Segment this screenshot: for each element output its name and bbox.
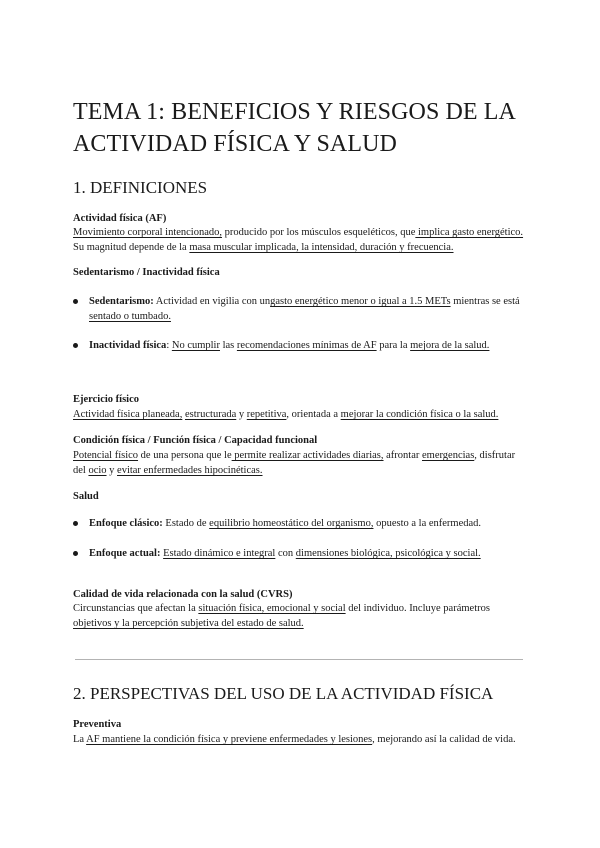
af-text-5: masa muscular implicada, la intensidad, duración y frecuencia. — [189, 242, 454, 253]
list-item-enfoque-clasico — [89, 516, 529, 531]
item-text-5: para la — [376, 340, 411, 351]
item-text-1: : — [166, 340, 172, 351]
ej-text-1: Actividad física planeada, — [73, 409, 183, 420]
list-item-inactividad — [89, 338, 529, 353]
cvrs-text-3: del individuo. Incluye parámetros — [345, 603, 490, 614]
cf-text-4: afrontar — [383, 450, 422, 461]
cf-text-9: evitar enfermedades hipocinéticas. — [117, 465, 263, 476]
bullet-icon — [73, 521, 78, 526]
item-text-3: opuesto a la enfermedad. — [373, 518, 482, 529]
bullet-icon — [73, 551, 78, 556]
af-text-2: producido por los músculos esqueléticos, que — [222, 227, 416, 238]
item-text-4: recomendaciones mínimas de AF — [236, 340, 377, 351]
af-text-4: Su magnitud depende de la — [73, 242, 190, 253]
definition-condicion-fisica — [73, 448, 529, 478]
item-label: Sedentarismo: — [89, 296, 154, 307]
definition-ejercicio-fisico — [73, 407, 529, 422]
term-cvrs: Calidad de vida relacionada con la salud (CVRS) — [73, 589, 293, 600]
term-condicion-fisica: Condición física / Función física / Capacidad funcional — [73, 435, 318, 446]
term-salud: Salud — [73, 491, 99, 502]
ej-text-7: mejorar la condición física o la salud. — [340, 409, 499, 420]
term-ejercicio-fisico: Ejercicio físico — [73, 394, 139, 405]
cf-text-3: permite realizar actividades diarias, — [231, 450, 384, 461]
cf-text-5: emergencias — [422, 450, 475, 461]
cvrs-text-2: situación física, emocional y social — [198, 603, 346, 614]
prev-text-2: AF mantiene la condición física y previene enfermedades y lesiones — [86, 734, 373, 745]
item-text-4: sentado o tumbado. — [89, 311, 171, 322]
af-text-1: Movimiento corporal intencionado, — [73, 227, 223, 238]
prev-text-1: La — [73, 734, 87, 745]
prev-text-3: , mejorando así la calidad de vida. — [372, 734, 516, 745]
item-text-1: Actividad en vigilia con un — [153, 296, 271, 307]
section-heading-definiciones: 1. DEFINICIONES — [73, 178, 208, 197]
cvrs-text-1: Circunstancias que afectan la — [73, 603, 199, 614]
term-preventiva: Preventiva — [73, 719, 122, 730]
definition-actividad-fisica — [73, 225, 529, 255]
list-item-enfoque-actual — [89, 546, 529, 561]
bullet-icon — [73, 343, 78, 348]
term-sedentarismo: Sedentarismo / Inactividad física — [73, 267, 220, 278]
definition-cvrs — [73, 601, 529, 631]
item-label: Inactividad física — [89, 340, 167, 351]
item-text-3: mientras se está — [450, 296, 520, 307]
item-text-2: equilibrio homeostático del organismo, — [209, 518, 374, 529]
item-text-2: No cumplir — [171, 340, 220, 351]
cf-text-8: y — [106, 465, 118, 476]
ej-text-3: estructurada — [184, 409, 237, 420]
section-heading-perspectivas: 2. PERSPECTIVAS DEL USO DE LA ACTIVIDAD FÍSICA — [73, 684, 494, 703]
af-text-3: implica gasto energético. — [415, 227, 524, 238]
ej-text-6: , orientada a — [286, 409, 341, 420]
page-title: TEMA 1: BENEFICIOS Y RIESGOS DE LA ACTIVIDAD FÍSICA Y SALUD — [73, 99, 515, 157]
item-text-3: con — [275, 548, 296, 559]
term-actividad-fisica: Actividad física (AF) — [73, 213, 167, 224]
cf-text-6: , disfrutar del — [73, 450, 516, 476]
section-divider — [75, 659, 523, 660]
item-text-3: las — [219, 340, 237, 351]
cvrs-text-4: objetivos y la percepción subjetiva del estado de salud. — [73, 618, 304, 629]
item-label: Enfoque clásico: — [89, 518, 163, 529]
item-text-1: Estado de — [162, 518, 210, 529]
definition-preventiva — [73, 732, 529, 747]
ej-text-4: y — [236, 409, 247, 420]
item-label: Enfoque actual: — [89, 548, 161, 559]
cf-text-1: Potencial físico — [73, 450, 139, 461]
bullet-icon — [73, 299, 78, 304]
cf-text-2: de una persona que le — [138, 450, 232, 461]
item-text-4: dimensiones biológica, psicológica y social. — [295, 548, 481, 559]
ej-text-5: repetitiva — [246, 409, 287, 420]
item-text-2: Estado dinámico e integral — [163, 548, 276, 559]
item-text-6: mejora de la salud. — [410, 340, 490, 351]
cf-text-7: ocio — [88, 465, 107, 476]
item-text-2: gasto energético menor o igual a 1.5 METs — [270, 296, 451, 307]
list-item-sedentarismo — [89, 294, 529, 324]
